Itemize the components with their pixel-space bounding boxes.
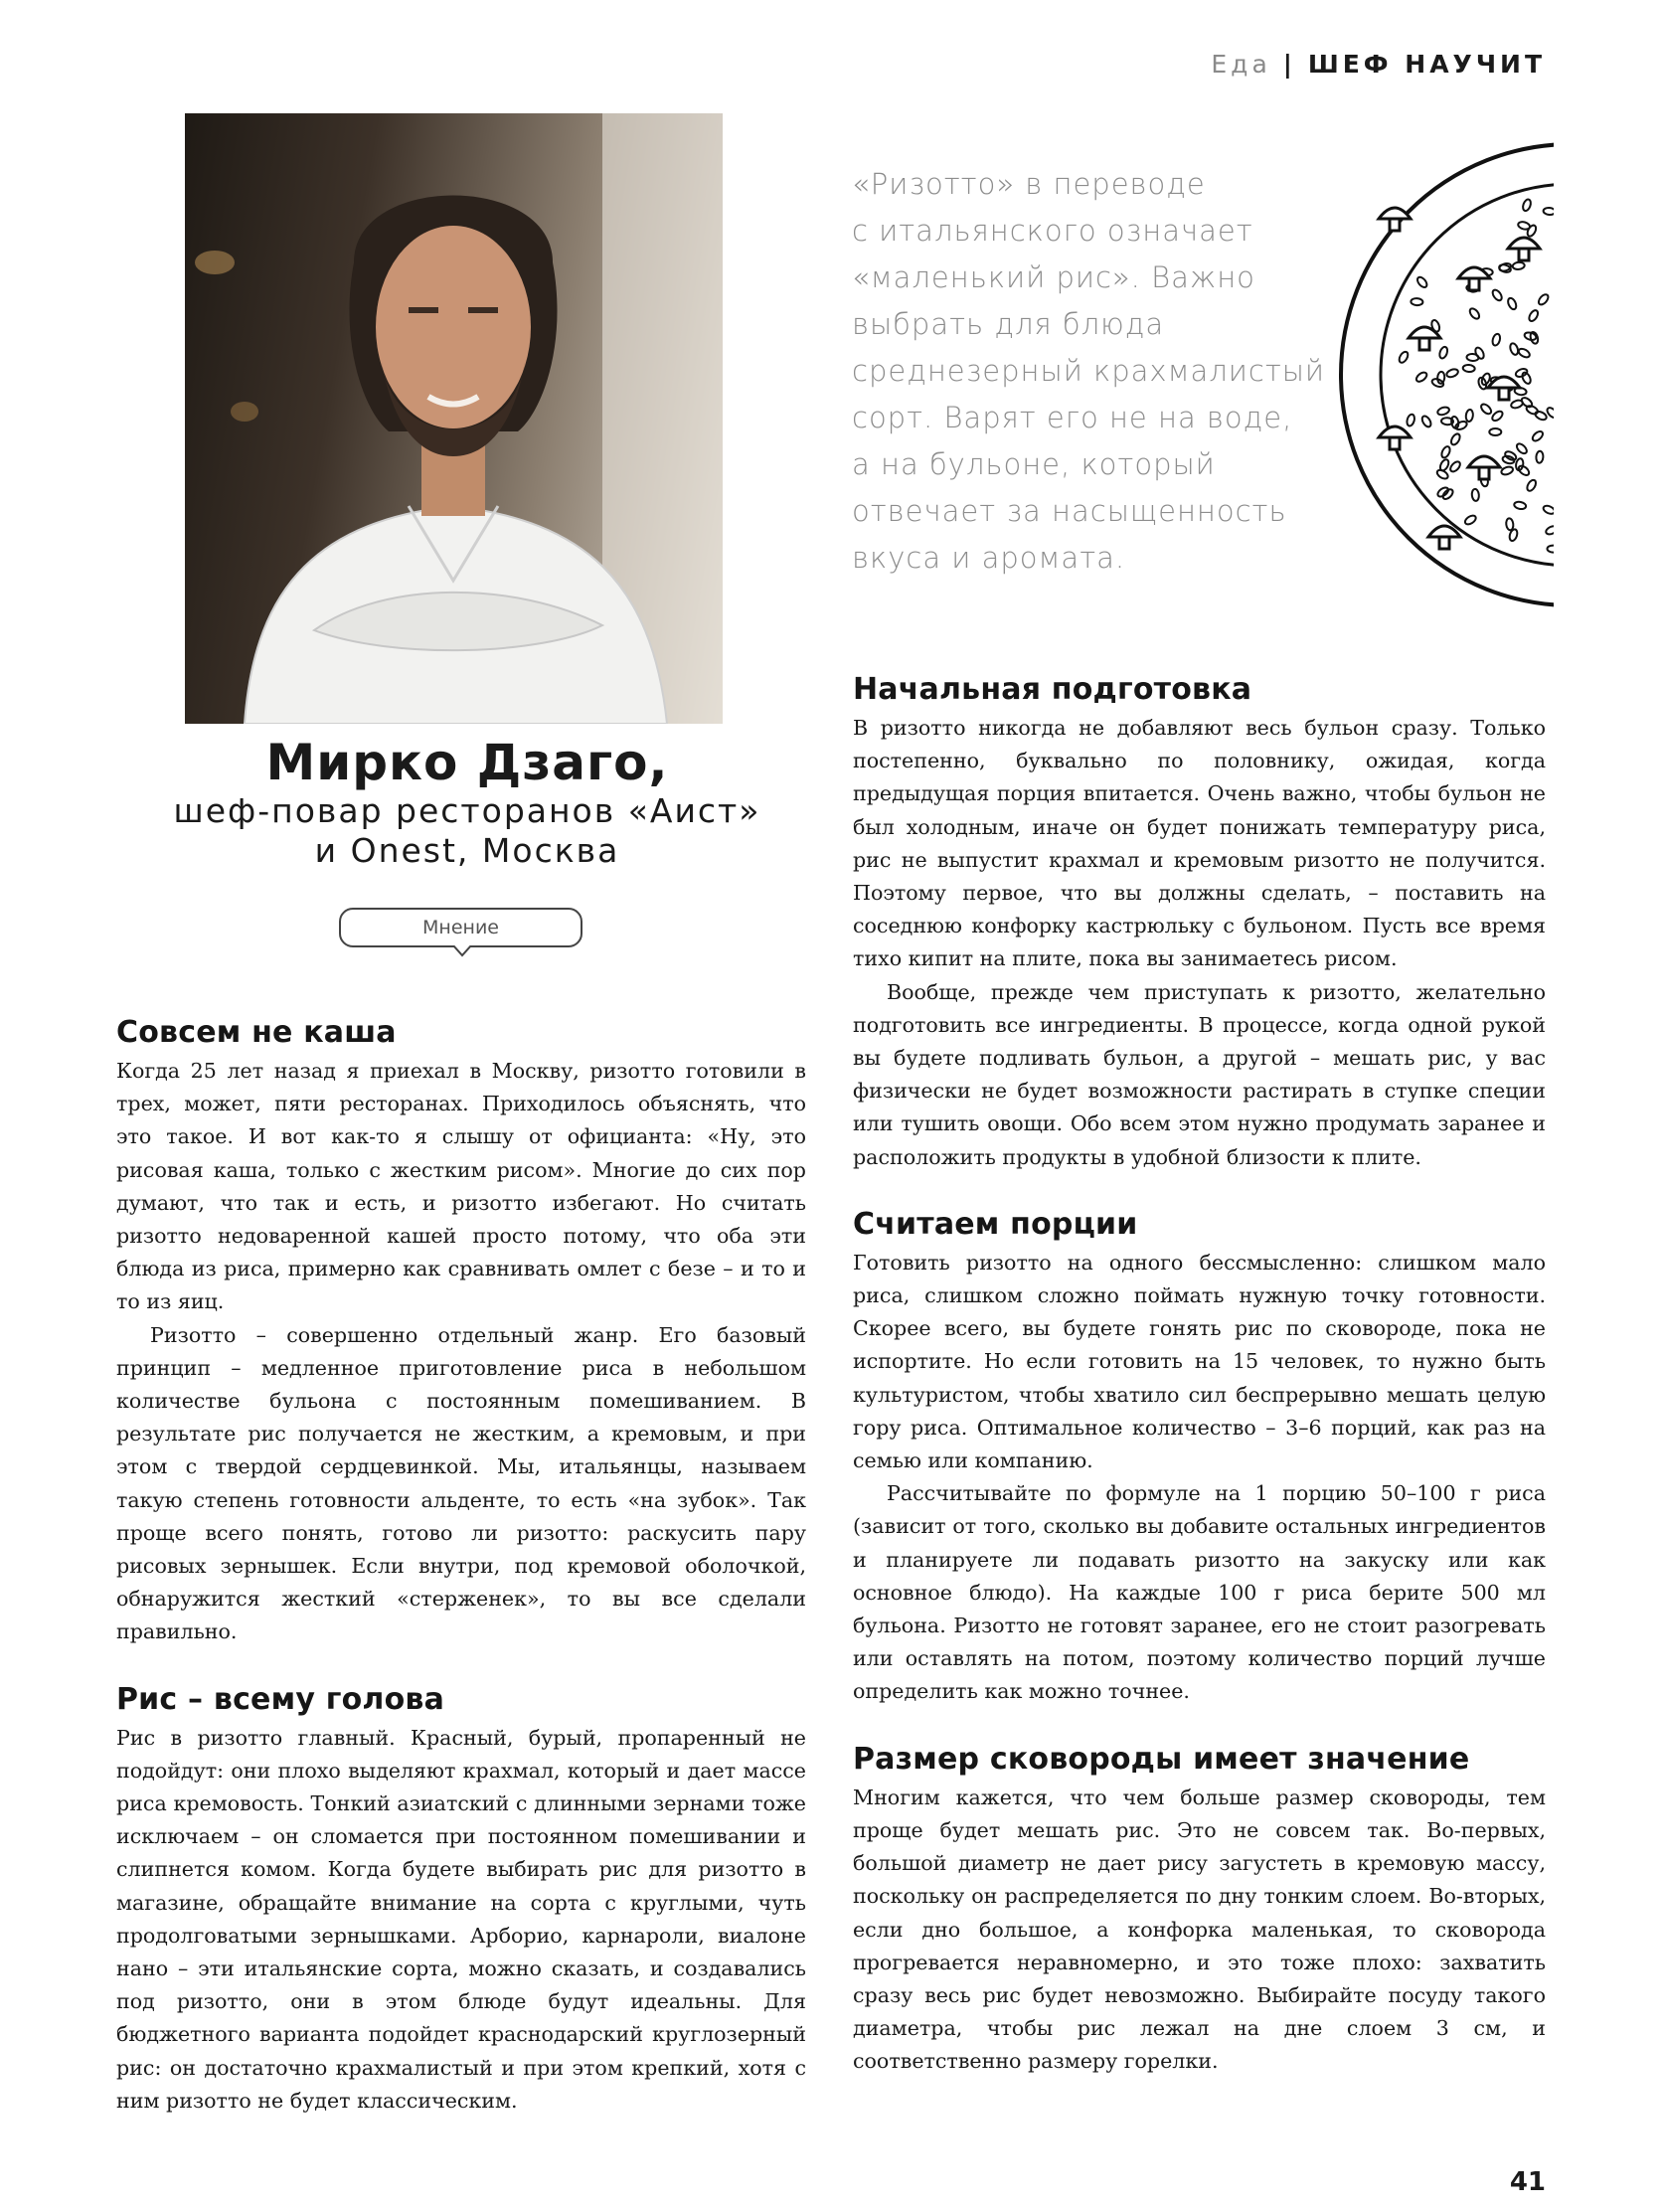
chef-name: Мирко Дзаго,	[265, 734, 669, 791]
pull-quote-line: «Ризотто» в переводе	[852, 167, 1206, 201]
article-section	[853, 1741, 1546, 2079]
right-column	[853, 671, 1546, 2111]
body-paragraph: Многим кажется, что чем больше размер сковороды, тем проще будет мешать рис. Это не совсем так. Во-первых, большой диаметр не дает рису загустеть в кремовую массу, поскольку он распределяется по дну тонким слоем. Во-вторых, если дно большое, а конфорка маленькая, то сковорода прогревается неравномерно, и это тоже плохо: захватить сразу весь рис будет невозможно. Выбирайте посуду такого диаметра, чтобы рис лежал на дне слоем 3 см, и соответственно размеру горелки.	[853, 1785, 1546, 2074]
header-section: Еда	[1211, 50, 1271, 79]
pull-quote-line: вкуса и аромата.	[852, 541, 1126, 575]
article-section	[853, 671, 1546, 1174]
body-paragraph: Когда 25 лет назад я приехал в Москву, ризотто готовили в трех, может, пяти ресторанах. Приходилось объяснять, что это такое. И вот как-то я слышу от официанта: «Ну, это рисовая каша, только с жестким рисом». Многие до сих пор думают, что так и есть, и ризотто избегают. Но считать ризотто недоваренной кашей просто потому, что оба эти блюда из риса, примерно как сравнивать омлет с безе – и то и то из яиц.	[116, 1059, 806, 1314]
chef-photo-illustration	[185, 113, 723, 724]
body-paragraph: Вообще, прежде чем приступать к ризотто, желательно подготовить все ингредиенты. В процессе, когда одной рукой вы будете подливать бульон, а другой – мешать рис, у вас физически не будет возможности растирать в ступке специи или тушить овощи. Обо всем этом нужно продумать заранее и расположить продукты в удобной близости к плите.	[853, 979, 1546, 1169]
body-paragraph: Рис в ризотто главный. Красный, бурый, пропаренный не подойдут: они плохо выделяют крахмал, который и дает массе риса кремовость. Тонкий азиатский с длинными зернами тоже исключаем – он сломается при постоянном помешивании и слипнется комом. Когда будете выбирать рис для ризотто в магазине, обращайте внимание на сорта с круглыми, чуть продолговатыми зернышками. Арборио, карнароли, виалоне нано – эти итальянские сорта, можно сказать, и создавались под ризотто, они в этом блюде будут идеальны. Для бюджетного варианта подойдет краснодарский круглозерный рис: он достаточно крахмалистый и при этом крепкий, хотя с ним ризотто не будет классическим.	[116, 1725, 806, 2113]
pull-quote-line: «маленький рис». Важно	[852, 260, 1255, 294]
pull-quote-line: среднезерный крахмалистый	[852, 354, 1326, 388]
body-paragraph: Готовить ризотто на одного бессмысленно: слишком мало риса, слишком сложно поймать нужную точку готовности. Скорее всего, вы будете гонять рис по сковороде, пока не испортите. Но если готовить на 15 человек, то нужно быть культуристом, чтобы хватило сил беспрерывно мешать целую гору риса. Оптимальное количество – 3–6 порций, как раз на семью или компанию.	[853, 1250, 1546, 1473]
section-heading: Считаем порции	[853, 1206, 1138, 1242]
page-number: 41	[1509, 2167, 1546, 2197]
risotto-plate-illustration	[1335, 139, 1554, 611]
page-header	[1211, 50, 1546, 79]
section-heading: Начальная подготовка	[853, 672, 1252, 707]
pull-quote-line: а на бульоне, который	[852, 447, 1216, 481]
section-heading: Совсем не каша	[116, 1015, 397, 1050]
section-heading: Размер сковороды имеет значение	[853, 1741, 1470, 1777]
body-paragraph: В ризотто никогда не добавляют весь бульон сразу. Только постепенно, буквально по половнику, ожидая, когда предыдущая порция впитается. Очень важно, чтобы бульон не был холодным, иначе он будет понижать температуру риса, рис не выпустит крахмал и кремовым ризотто не получится. Поэтому первое, что вы должны сделать, – поставить на соседнюю конфорку кастрюльку с бульоном. Пусть все время тихо кипит на плите, пока вы занимаетесь рисом.	[853, 716, 1546, 971]
chef-role-line1: шеф-повар ресторанов «Аист»	[173, 791, 761, 830]
pull-quote-line: отвечает за насыщенность	[852, 494, 1287, 528]
body-paragraph: Рассчитывайте по формуле на 1 порцию 50–100 г риса (зависит от того, сколько вы добавите остальных ингредиентов и планируете ли подавать ризотто на закуску или как основное блюдо). На каждые 100 г риса берите 500 мл бульона. Ризотто не готовят заранее, его не стоит разогревать или оставлять на потом, поэтому количество порций лучше определить как можно точнее.	[853, 1481, 1546, 1704]
opinion-tag-pointer-icon	[453, 945, 471, 957]
article-section	[116, 1681, 806, 2118]
chef-photo	[185, 113, 723, 724]
chef-role-line2: и Onest, Москва	[314, 831, 620, 870]
body-paragraph: Ризотто – совершенно отдельный жанр. Его базовый принцип – медленное приготовление риса в небольшом количестве бульона с постоянным помешиванием. В результате рис получается не жестким, а кремовым, и при этом с твердой сердцевинкой. Мы, итальянцы, называем такую степень готовности альденте, то есть «на зубок». Так проще всего понять, готово ли ризотто: раскусить пару рисовых зернышек. Если внутри, под кремовой оболочкой, обнаружится жесткий «стерженек», то вы все сделали правильно.	[116, 1322, 806, 1644]
opinion-tag: Мнение	[339, 908, 582, 947]
pull-quote-line: с итальянского означает	[852, 214, 1253, 248]
article-section	[853, 1206, 1546, 1709]
article-section	[116, 1014, 806, 1649]
header-separator: |	[1282, 50, 1296, 79]
section-heading: Рис – всему голова	[116, 1681, 445, 1717]
header-rubric: ШЕФ НАУЧИТ	[1307, 50, 1546, 79]
pull-quote	[852, 161, 1349, 582]
pull-quote-line: сорт. Варят его не на воде,	[852, 401, 1293, 434]
left-column	[116, 1014, 806, 2149]
pull-quote-line: выбрать для блюда	[852, 307, 1165, 341]
